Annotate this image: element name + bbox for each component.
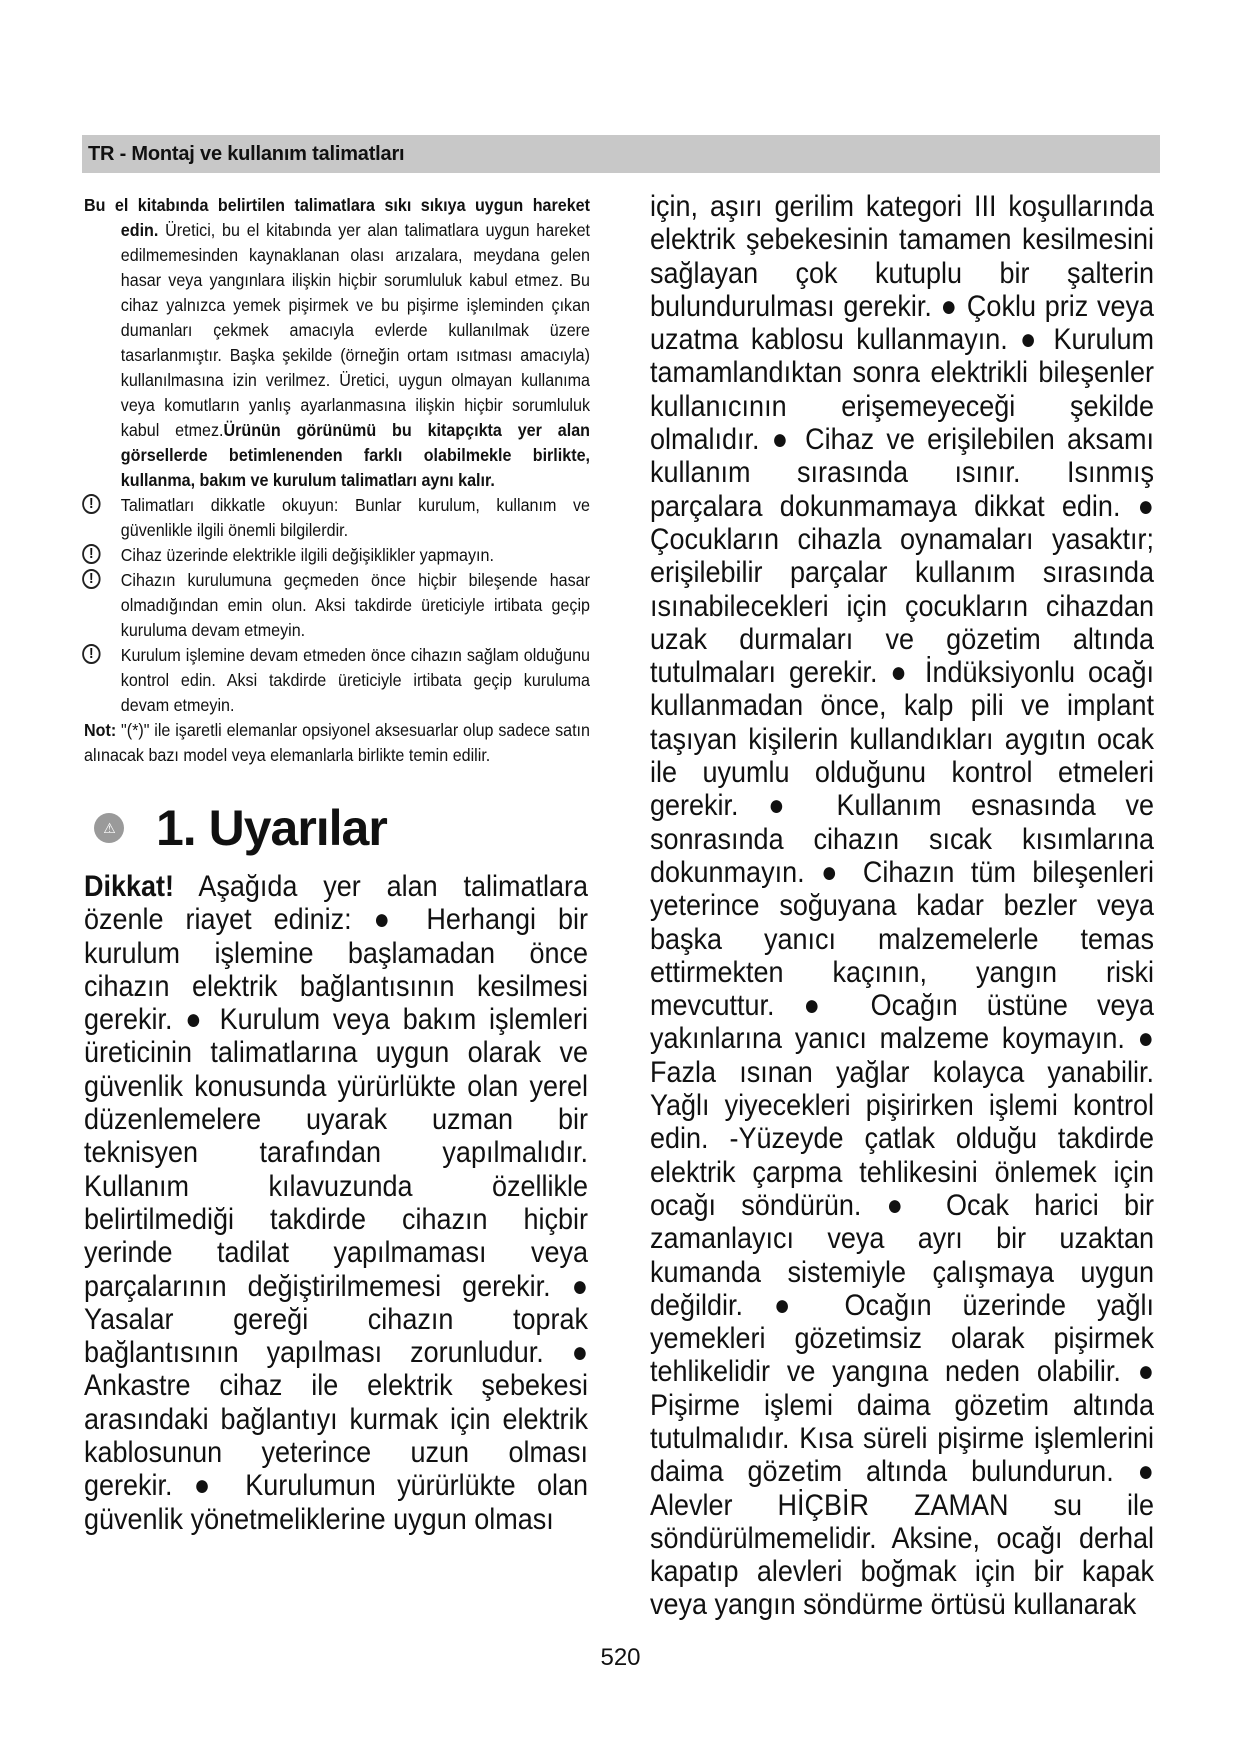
right-column	[650, 190, 1154, 1622]
warning-item	[84, 493, 590, 543]
exclamation-circle-icon: !	[82, 569, 100, 589]
section-body-left	[84, 870, 588, 1536]
note-text: "(*)" ile işaretli elemanlar opsiyonel aksesuarlar olup sadece satın alınacak bazı model veya elemanlarla birlikte temin edilir.	[84, 720, 591, 765]
intro-block	[84, 193, 590, 768]
section-title: 1. Uyarılar	[156, 800, 387, 856]
warning-text: Talimatları dikkatle okuyun: Bunlar kurulum, kullanım ve güvenlikle ilgili önemli bilgilerdir.	[120, 495, 591, 540]
warning-triangle-icon: ⚠	[94, 813, 124, 843]
section-heading	[84, 798, 590, 858]
left-column	[84, 193, 590, 1536]
warning-text: Cihaz üzerinde elektrikle ilgili değişiklikler yapmayın.	[120, 545, 494, 565]
warning-item	[84, 568, 590, 643]
intro-bold-tail: Ürünün görünümü bu kitapçıkta yer alan görsellerde betimlenenden farklı olabilmekle birlikte, kullanma, bakım ve kurulum talimatları aynı kalır.	[120, 420, 591, 490]
page-number: 520	[600, 1644, 641, 1671]
intro-bold-lead: Bu el kitabında belirtilen talimatlara sıkı sıkıya uygun hareket edin.	[84, 195, 590, 240]
section-left-text: Aşağıda yer alan talimatlara özenle riayet ediniz: ● Herhangi bir kurulum işlemine başlamadan önce cihazın elektrik bağlantısının kesilmesi gerekir. ● Kurulum veya bakım işlemleri üreticinin talimatlarına uygun olarak ve güvenlik konusunda yürürlükte olan yerel düzenlemelere uyarak uzman bir teknisyen tarafından yapılmalıdır. Kullanım kılavuzunda özellikle belirtilmediği takdirde cihazın hiçbir yerinde tadilat yapılmaması veya parçalarının değiştirilmemesi gerekir. ● Yasalar gereği cihazın toprak bağlantısının yapılması zorunludur. ● Ankastre cihaz ile elektrik şebekesi arasındaki bağlantıyı kurmak için elektrik kablosunun yeterince uzun olması gerekir. ● Kurulumun yürürlükte olan güvenlik yönetmeliklerine uygun olması	[84, 870, 588, 1536]
intro-body: Üretici, bu el kitabında yer alan talimatlara uygun hareket edilmemesinden kaynaklanan olası arızalara, meydana gelen hasar veya yangınlara ilişkin hiçbir sorumluluk kabul etmez. Bu cihaz yalnızca yemek pişirmek ve bu pişirme işleminden çıkan dumanları çekmek amacıyla evlerde kullanılmak üzere tasarlanmıştır. Başka şekilde (örneğin ortam ısıtması amacıyla) kullanılmasına izin verilmez. Üretici, uygun olmayan kullanıma veya komutların yanlış ayarlanmasına ilişkin hiçbir sorumluluk kabul etmez.	[120, 220, 591, 440]
note-paragraph	[84, 718, 590, 768]
header-title: TR - Montaj ve kullanım talimatları	[88, 143, 405, 165]
warning-text: Cihazın kurulumuna geçmeden önce hiçbir bileşende hasar olmadığından emin olun. Aksi takdirde üreticiyle irtibata geçip kuruluma devam etmeyin.	[120, 570, 591, 640]
note-label: Not:	[84, 720, 117, 740]
section-lead: Dikkat!	[84, 870, 175, 903]
warning-item	[84, 643, 590, 718]
exclamation-circle-icon: !	[82, 544, 100, 564]
warning-text: Kurulum işlemine devam etmeden önce cihazın sağlam olduğunu kontrol edin. Aksi takdirde üreticiyle irtibata geçip kuruluma devam etmeyin.	[120, 645, 591, 715]
document-header-bar	[82, 135, 1160, 173]
intro-paragraph	[84, 193, 590, 493]
exclamation-circle-icon: !	[82, 494, 100, 514]
exclamation-circle-icon: !	[82, 644, 100, 664]
warning-item	[84, 543, 590, 568]
section-body-right: için, aşırı gerilim kategori III koşullarında elektrik şebekesinin tamamen kesilmesini sağlayan çok kutuplu bir şalterin bulundurulması gerekir. ● Çoklu priz veya uzatma kablosu kullanmayın. ● Kurulum tamamlandıktan sonra elektrikli bileşenler kullanıcının erişemeyeceği şekilde olmalıdır. ● Cihaz ve erişilebilen aksamı kullanım sırasında ısınır. Isınmış parçalara dokunmamaya dikkat edin. ● Çocukların cihazla oynamaları yasaktır; erişilebilir parçalar kullanım sırasında ısınabilecekleri için çocukların cihazdan uzak durmaları ve gözetim altında tutulmaları gerekir. ● İndüksiyonlu ocağı kullanmadan önce, kalp pili ve implant taşıyan kişilerin kullandıkları aygıtın ocak ile uyumlu olduğunu kontrol etmeleri gerekir. ● Kullanım esnasında ve sonrasında cihazın sıcak kısımlarına dokunmayın. ● Cihazın tüm bileşenleri yeterince soğuyana kadar bezler veya başka yanıcı malzemelerle temas ettirmekten kaçının, yangın riski mevcuttur. ● Ocağın üstüne veya yakınlarına yanıcı malzeme koymayın. ● Fazla ısınan yağlar kolayca yanabilir. Yağlı yiyecekleri pişirirken işlemi kontrol edin. -Yüzeyde çatlak olduğu takdirde elektrik çarpma tehlikesini önlemek için ocağı söndürün. ● Ocak harici bir zamanlayıcı veya ayrı bir uzaktan kumanda sistemiyle çalışmaya uygun değildir. ● Ocağın üzerinde yağlı yemekleri gözetimsiz olarak pişirmek tehlikelidir ve yangına neden olabilir. ● Pişirme işlemi daima gözetim altında tutulmalıdır. Kısa süreli pişirme işlemlerini daima gözetim altında bulundurun. ● Alevler HİÇBİR ZAMAN su ile söndürülmemelidir. Aksine, ocağı derhal kapatıp alevleri boğmak için bir kapak veya yangın söndürme örtüsü kullanarak	[650, 190, 1154, 1622]
